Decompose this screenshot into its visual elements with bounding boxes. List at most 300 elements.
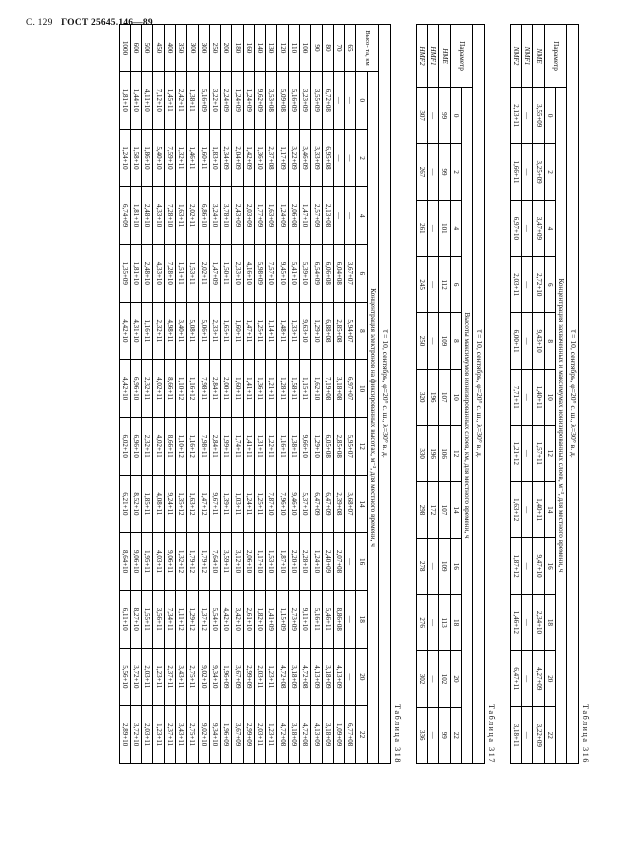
row-label: 1000 [119,25,130,72]
row-label: 65 [345,25,356,72]
cell: — [333,72,344,130]
cell: 2,03+11 [254,648,265,706]
table-block-316 [510,24,590,824]
cell: 4,31+10 [130,302,141,360]
cell: 5,16+09 [198,72,209,130]
cell: 99 [439,88,450,144]
row-label: 600 [130,25,141,72]
cell: 2,73+09 [288,590,299,648]
row-label: 400 [164,25,175,72]
table-label-318: Таблица 318 [392,704,402,764]
cell: 5,16+09 [288,72,299,130]
cell: 3,72+10 [130,648,141,706]
col-header: 2 [356,129,367,187]
cell: 1,65+11 [221,302,232,360]
cell: 261 [416,200,427,256]
cell: — [333,129,344,187]
cell: 1,63+11 [175,187,186,245]
cell: — [345,533,356,591]
col-header: 22 [544,707,555,764]
table-row [428,25,439,764]
cell: 4,02+11 [153,360,164,418]
cell: 6,97+07 [345,360,356,418]
cell: 7,57+10 [266,244,277,302]
cell: 6,72+08 [322,72,333,130]
row-label: 100 [300,25,311,72]
col-header: 20 [544,651,555,707]
cell: 1,33+11 [288,302,299,360]
cell: 1,41+11 [243,360,254,418]
table-row [209,25,220,764]
col-header: 8 [544,313,555,369]
cell: 3,59+11 [221,533,232,591]
table-317-subcaption: Высоты максимумов ионизированных слоев, км, для местного времени, ч [461,88,472,764]
cell: 9,66+10 [300,417,311,475]
cell: 2,06+10 [243,533,254,591]
cell: 1,17+09 [277,129,288,187]
cell: 7,64+10 [209,533,220,591]
cell: 1,47+11 [243,302,254,360]
table-316-param-header: Параметр [544,25,567,88]
cell: 6,21+10 [119,475,130,533]
table-row [439,25,450,764]
row-label: HMF1 [428,25,439,88]
cell: 1,77+09 [254,187,265,245]
col-header: 12 [356,417,367,475]
table-row [510,25,521,764]
row-label: 130 [266,25,277,72]
cell: 3,42+10 [232,590,243,648]
cell: 7,12+10 [153,72,164,130]
rotated-content [30,24,590,824]
cell: 1,51+11 [175,244,186,302]
cell: 1,83+10 [209,129,220,187]
cell: 3,55+09 [311,72,322,130]
col-header: 6 [544,257,555,313]
cell: 4,03+11 [153,533,164,591]
cell: 1,57+11 [533,425,544,481]
cell: 9,43+10 [533,313,544,369]
cell: 1,87+10 [277,533,288,591]
table-row [119,25,130,764]
cell: 6,97+10 [510,200,521,256]
cell: 9,06+11 [164,533,175,591]
row-label: 90 [311,25,322,72]
cell: — [522,313,533,369]
cell: 1,16+12 [187,417,198,475]
cell: 8,86+08 [333,590,344,648]
cell: 9,02+10 [198,648,209,706]
cell: 2,03+11 [142,706,153,764]
cell: 1,39+11 [221,475,232,533]
cell: 9,34+10 [209,706,220,764]
cell: 276 [416,594,427,650]
cell: 1,45+11 [164,72,175,130]
col-header: 12 [450,425,461,481]
cell: 2,28+10 [300,533,311,591]
cell: 1,10+12 [175,417,186,475]
cell: 1,66+11 [510,144,521,200]
cell: 3,78+10 [221,187,232,245]
cell: 1,32+12 [175,533,186,591]
row-label: 250 [209,25,220,72]
cell: 6,86+10 [198,187,209,245]
cell: 2,03+11 [510,257,521,313]
cell: — [345,648,356,706]
cell: 109 [439,313,450,369]
col-header: 2 [450,144,461,200]
cell: 1,21+11 [266,360,277,418]
cell: 2,43+09 [232,187,243,245]
table-318 [119,24,391,764]
table-row [221,25,232,764]
col-header: 0 [544,88,555,144]
cell: 2,75+11 [187,706,198,764]
cell: 1,48+11 [277,302,288,360]
cell: 2,33+11 [209,302,220,360]
cell: 1,38+11 [288,417,299,475]
cell: 250 [416,313,427,369]
cell: 5,54+10 [209,590,220,648]
cell: 4,42+10 [119,302,130,360]
cell: 3,12+10 [232,533,243,591]
cell: 99 [439,144,450,200]
cell: 2,85+08 [333,417,344,475]
cell: 5,39+10 [300,244,311,302]
cell: 1,96+09 [221,648,232,706]
row-label: 300 [198,25,209,72]
cell: 1,15+09 [277,590,288,648]
col-header: 6 [450,256,461,312]
cell: 1,29+10 [311,417,322,475]
cell: 1,46+12 [510,594,521,650]
cell: 245 [416,256,427,312]
cell: 2,48+10 [142,187,153,245]
cell: 1,63+12 [187,475,198,533]
cell: 3,46+09 [300,129,311,187]
row-label: 180 [232,25,243,72]
cell: 7,71+11 [510,369,521,425]
cell: 3,23+09 [300,72,311,130]
cell: 6,11+10 [119,590,130,648]
cell: 1,22+11 [266,417,277,475]
cell: 4,72+08 [277,706,288,764]
cell: 7,34+11 [164,590,175,648]
cell: 302 [416,651,427,707]
cell: 2,75+11 [187,648,198,706]
cell: 6,88+08 [322,302,333,360]
cell: 320 [416,369,427,425]
cell: 5,09+08 [277,72,288,130]
cell: 5,41+10 [288,244,299,302]
cell: 2,48+10 [142,244,153,302]
cell: 3,22+09 [533,707,544,764]
table-row [300,25,311,764]
table-row [164,25,175,764]
cell: 1,14+11 [266,302,277,360]
cell: 3,55+09 [533,88,544,144]
cell: — [345,72,356,130]
cell: 4,42+10 [119,360,130,418]
cell: 8,52+10 [130,475,141,533]
cell: 307 [416,88,427,144]
table-316-caption: t̅ = 10, сентябрь, φ=20° с. ш., λ=30° в. д. [567,25,579,764]
cell: 3,53+08 [266,72,277,130]
cell: 2,32+11 [142,360,153,418]
cell: 1,47+10 [300,187,311,245]
cell: 9,24+11 [164,475,175,533]
cell: 5,06+11 [198,302,209,360]
col-header: 0 [450,88,461,144]
cell: 102 [439,651,450,707]
table-row [345,25,356,764]
cell: 2,02+11 [198,244,209,302]
cell: 278 [416,538,427,594]
table-row [333,25,344,764]
cell: 7,19+08 [322,360,333,418]
cell: 8,27+10 [130,590,141,648]
cell: 1,29+12 [187,590,198,648]
cell: 3,40+11 [175,302,186,360]
cell: 2,37+11 [164,706,175,764]
cell: 5,46+11 [322,590,333,648]
cell: 7,98+11 [198,417,209,475]
cell: 107 [439,482,450,538]
cell: 3,25+09 [533,144,544,200]
table-row [288,25,299,764]
cell: 1,28+11 [277,360,288,418]
cell: 2,00+11 [221,360,232,418]
table-row [522,25,533,764]
col-header: 10 [544,369,555,425]
cell: 1,50+11 [221,244,232,302]
row-label: 500 [142,25,153,72]
table-316 [510,24,579,764]
cell: 2,33+10 [232,244,243,302]
cell: 1,38+11 [187,72,198,130]
cell: 1,25+11 [254,302,265,360]
cell: 9,11+10 [300,590,311,648]
cell: 1,31+11 [254,417,265,475]
table-row [533,25,544,764]
table-318-height-header: Высо- та, км [356,25,379,72]
col-header: 18 [356,590,367,648]
row-label: 70 [333,25,344,72]
cell: 3,33+09 [311,129,322,187]
col-header: 0 [356,72,367,130]
cell: — [333,187,344,245]
col-header: 6 [356,244,367,302]
cell: 2,99+09 [243,706,254,764]
col-header: 8 [356,302,367,360]
cell: — [522,538,533,594]
cell: 3,72+10 [130,706,141,764]
table-316-time-header-row [544,25,555,764]
col-header: 16 [356,533,367,591]
cell: 5,40+10 [153,129,164,187]
col-header: 20 [356,648,367,706]
cell: 7,28+10 [164,244,175,302]
cell: 1,24+11 [243,475,254,533]
cell: 1,81+10 [119,72,130,130]
cell: 1,32+11 [175,129,186,187]
cell: 8,66+11 [164,360,175,418]
row-label: 110 [288,25,299,72]
cell: 1,11+12 [175,590,186,648]
cell: 9,06+10 [130,533,141,591]
cell: 6,96+10 [130,417,141,475]
cell: — [522,482,533,538]
table-row [175,25,186,764]
cell: 1,23+11 [266,648,277,706]
table-row [254,25,265,764]
cell: 1,79+12 [198,533,209,591]
cell: 4,27+09 [533,651,544,707]
cell: 9,34+10 [209,648,220,706]
cell: 113 [439,594,450,650]
standard-number: ГОСТ 25645.146—89 [61,18,153,28]
cell: 2,06+08 [288,187,299,245]
cell: 1,62+10 [311,360,322,418]
cell: 1,16+11 [142,302,153,360]
cell: 2,40+09 [322,533,333,591]
cell: 1,41+09 [266,590,277,648]
cell: 7,98+11 [198,360,209,418]
cell: 1,81+10 [130,244,141,302]
cell: — [428,707,439,763]
row-label: 120 [277,25,288,72]
cell: 2,03+11 [142,648,153,706]
cell: — [428,144,439,200]
cell: — [522,651,533,707]
col-header: 14 [544,482,555,538]
cell: 3,67+07 [345,244,356,302]
cell: 2,37+11 [164,648,175,706]
row-label: 300 [187,25,198,72]
cell: 9,47+10 [533,538,544,594]
table-row [198,25,209,764]
cell: — [428,538,439,594]
cell: 1,58+10 [130,129,141,187]
cell: 6,54+09 [311,244,322,302]
col-header: 16 [544,538,555,594]
col-header: 14 [450,482,461,538]
cell: — [428,200,439,256]
cell: 2,03+09 [243,187,254,245]
row-label: NMF1 [522,25,533,88]
cell: 4,13+09 [311,648,322,706]
table-316-subcaption: Концентрация захваченных и максимумах ионизированных слоев, м⁻³, для местного времени, ч [556,88,567,764]
cell: 9,45+10 [277,244,288,302]
cell: 6,00+11 [510,313,521,369]
cell: 4,16+10 [243,244,254,302]
cell: 5,94+07 [345,302,356,360]
cell: 1,60+11 [232,302,243,360]
cell: 8,64+10 [119,533,130,591]
cell: 3,43+11 [175,706,186,764]
cell: 1,58+11 [288,360,299,418]
cell: 7,59+10 [164,129,175,187]
cell: 172 [428,482,439,538]
table-318-caption: t̅ = 10, сентябрь, φ=20° с. ш., λ=30° в. д. [379,25,391,764]
table-label-317: Таблица 317 [486,704,496,764]
cell: 4,98+11 [164,302,175,360]
col-header: 2 [544,144,555,200]
cell: 8,66+11 [164,417,175,475]
table-row [311,25,322,764]
cell: 2,02+11 [187,187,198,245]
cell: 2,13+11 [510,88,521,144]
cell: 2,32+11 [142,417,153,475]
cell: 4,11+10 [142,72,153,130]
cell: 1,47+12 [198,475,209,533]
cell: 2,34+10 [533,594,544,650]
table-row [277,25,288,764]
cell: 5,56+10 [119,648,130,706]
cell: 1,46+11 [187,129,198,187]
cell: 1,16+12 [187,360,198,418]
row-label: HMF2 [416,25,427,88]
table-block-318 [119,24,402,824]
cell: 9,62+09 [254,72,265,130]
cell: 336 [416,707,427,763]
cell: 1,24+09 [232,72,243,130]
cell: 3,18+09 [322,706,333,764]
cell: 4,33+10 [153,187,164,245]
cell: 1,40+11 [533,369,544,425]
cell: 2,03+11 [254,706,265,764]
cell: 1,24+10 [311,533,322,591]
cell: — [522,144,533,200]
col-header: 4 [450,200,461,256]
table-row [243,25,254,764]
table-row [187,25,198,764]
cell: 9,67+11 [209,475,220,533]
cell: 2,13+08 [322,187,333,245]
cell: 4,72+08 [277,648,288,706]
cell: 9,46+10 [288,475,299,533]
cell: 7,96+10 [277,475,288,533]
cell: 1,41+11 [243,417,254,475]
cell: 1,53+11 [187,244,198,302]
cell: 1,86+10 [142,129,153,187]
cell: 3,18+11 [510,707,521,764]
cell: 1,79+12 [187,533,198,591]
cell: 6,06+08 [322,244,333,302]
cell: 2,89+10 [119,706,130,764]
col-header: 20 [450,651,461,707]
cell: 5,95+07 [345,417,356,475]
row-label: 200 [221,25,232,72]
cell: — [428,256,439,312]
cell: 2,84+11 [209,417,220,475]
cell: — [345,187,356,245]
row-label: 80 [322,25,333,72]
cell: 1,81+10 [130,187,141,245]
col-header: 22 [450,707,461,763]
cell: — [522,257,533,313]
col-header: 14 [356,475,367,533]
cell: 1,55+11 [142,590,153,648]
table-row [153,25,164,764]
row-label: 450 [153,25,164,72]
col-header: 16 [450,538,461,594]
col-header: 8 [450,313,461,369]
row-label: 140 [254,25,265,72]
cell: 3,67+09 [232,648,243,706]
cell: — [522,707,533,764]
cell: — [522,200,533,256]
